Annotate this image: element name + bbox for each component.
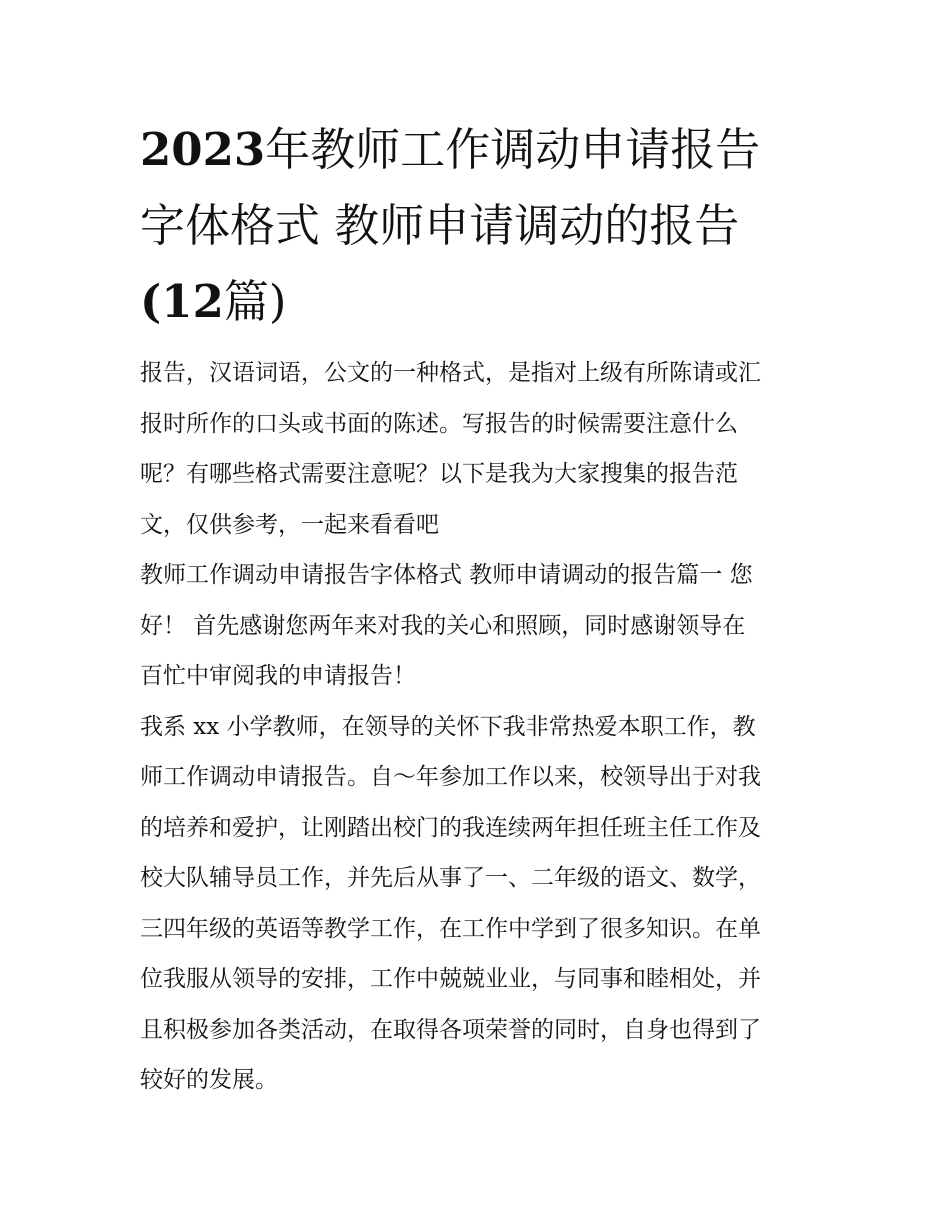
paragraph-line: 我系 xx 小学教师，在领导的关怀下我非常热爱本职工作，教 xyxy=(140,713,756,740)
paragraph-line: 的培养和爱护，让刚踏出校门的我连续两年担任班主任工作及 xyxy=(140,814,761,841)
title-line-2 xyxy=(140,188,812,264)
paragraph-line: 且积极参加各类活动，在取得各项荣誉的同时，自身也得到了 xyxy=(140,1016,761,1043)
document-page xyxy=(140,112,812,1106)
paragraph-intro xyxy=(140,348,812,550)
paragraph-line: 教师工作调动申请报告字体格式 教师申请调动的报告篇一 您 xyxy=(140,562,753,588)
paragraph-line: 三四年级的英语等教学工作，在工作中学到了很多知识。在单 xyxy=(140,915,761,942)
paragraph-greeting xyxy=(140,550,812,702)
paragraph-line: 好！ 首先感谢您两年来对我的关心和照顾，同时感谢领导在 xyxy=(140,612,746,639)
title-line-3-bold: (12 xyxy=(140,275,224,328)
title-line-2-rest: 字体格式 教师申请调动的报告 xyxy=(140,199,740,252)
title-line-3 xyxy=(140,264,812,340)
document-title xyxy=(140,112,812,340)
title-line-1-rest: 年教师工作调动申请报告 xyxy=(265,123,761,176)
paragraph-body xyxy=(140,702,812,1106)
paragraph-line: 位我服从领导的安排，工作中兢兢业业，与同事和睦相处，并 xyxy=(140,966,761,992)
paragraph-line: 师工作调动申请报告。自～年参加工作以来，校领导出于对我 xyxy=(140,764,761,790)
paragraph-line: 百忙中审阅我的申请报告！ xyxy=(140,663,416,689)
title-line-1-bold: 2023 xyxy=(140,123,266,176)
paragraph-line: 文，仅供参考，一起来看看吧 xyxy=(140,511,439,538)
title-line-3-rest: 篇) xyxy=(223,275,287,328)
paragraph-line: 呢？有哪些格式需要注意呢？以下是我为大家搜集的报告范 xyxy=(140,461,738,487)
title-line-1 xyxy=(140,112,812,188)
paragraph-line: 校大队辅导员工作，并先后从事了一、二年级的语文、数学， xyxy=(140,865,761,891)
paragraph-line: 报时所作的口头或书面的陈述。写报告的时候需要注意什么 xyxy=(140,410,738,437)
paragraph-line: 较好的发展。 xyxy=(140,1067,278,1093)
paragraph-line: 报告，汉语词语，公文的一种格式，是指对上级有所陈请或汇 xyxy=(140,360,761,386)
